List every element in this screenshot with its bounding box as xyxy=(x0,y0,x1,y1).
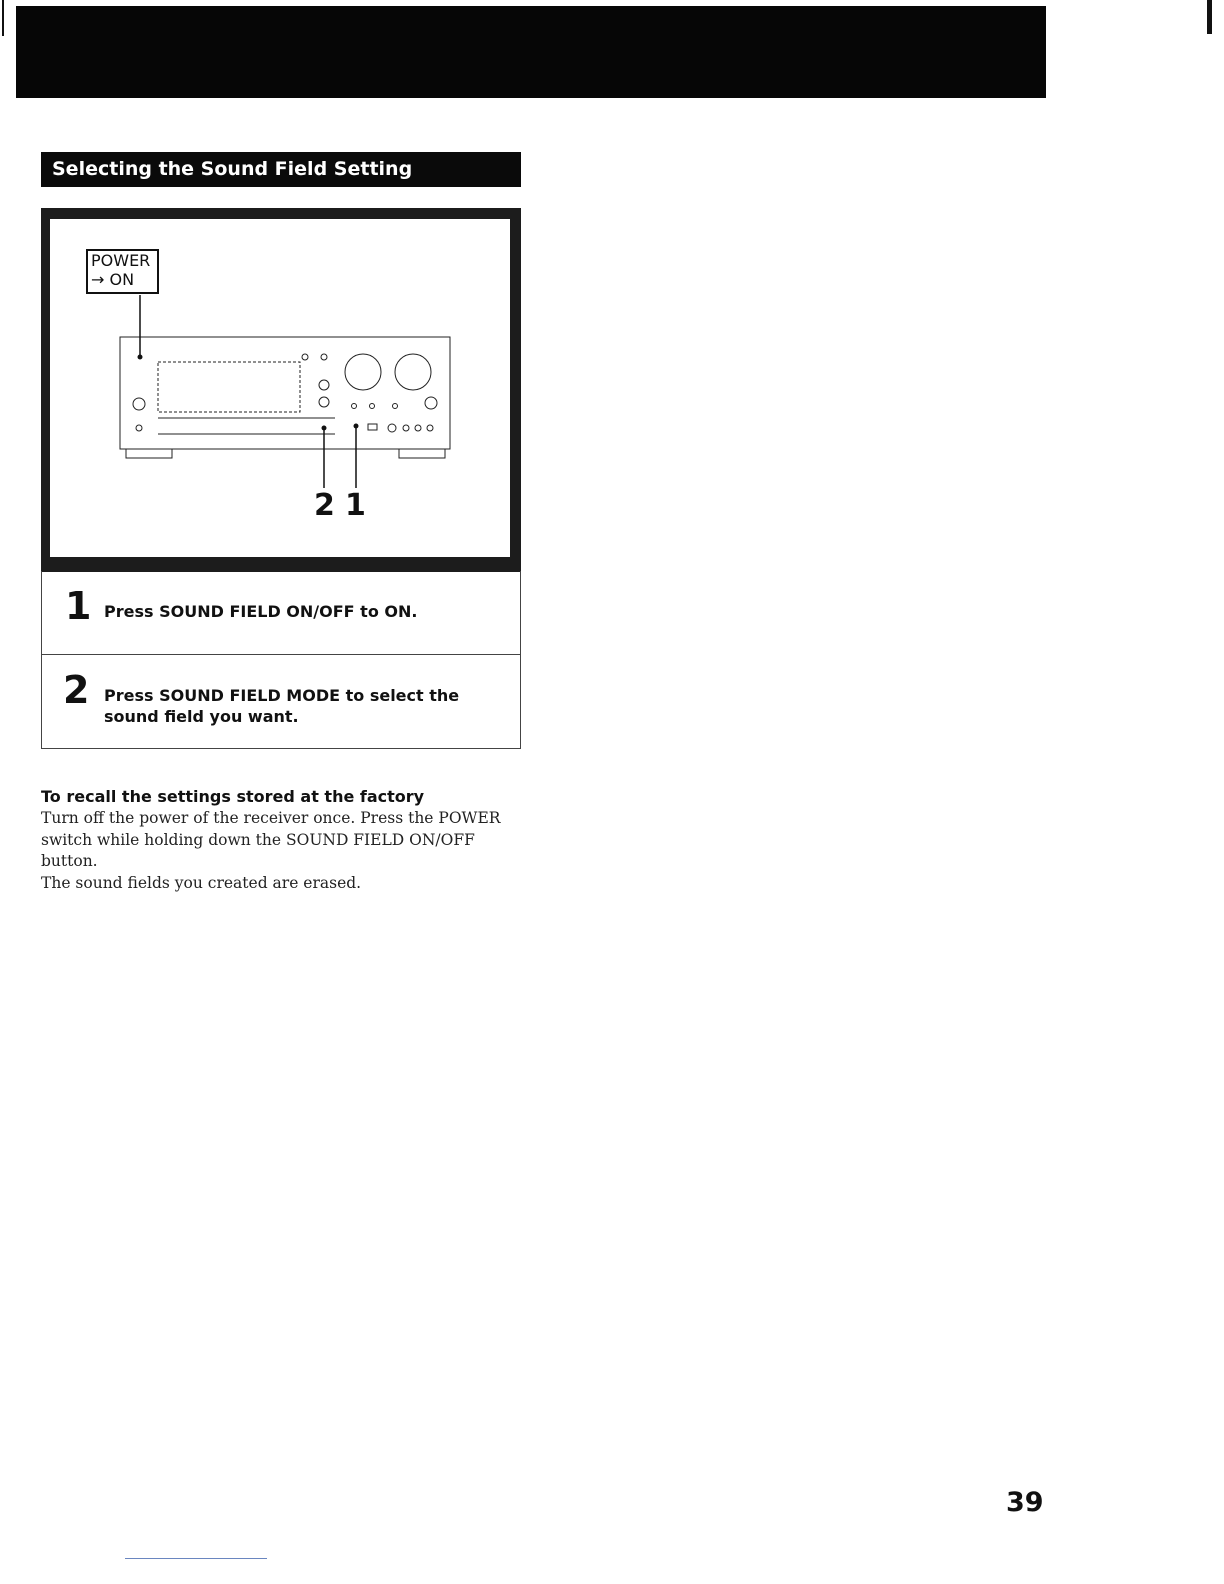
header-bar xyxy=(16,6,1046,98)
steps-table xyxy=(41,571,521,749)
step-1-number: 1 xyxy=(65,584,92,628)
callout-number-2: 2 xyxy=(314,488,335,523)
callout-number-1: 1 xyxy=(345,488,366,523)
step-2-text-line1: Press SOUND FIELD MODE to select the xyxy=(104,686,460,705)
crop-mark-right xyxy=(1207,0,1212,34)
step-1-text: Press SOUND FIELD ON/OFF to ON. xyxy=(104,602,418,621)
power-label-line1: POWER xyxy=(91,251,151,270)
step-2-number: 2 xyxy=(63,668,90,712)
crop-mark-left xyxy=(2,0,4,36)
step-2-text xyxy=(104,685,459,727)
bottom-rule xyxy=(125,1558,267,1559)
recall-body-line: Turn off the power of the receiver once. Press the POWER xyxy=(41,809,501,827)
section-title: Selecting the Sound Field Setting xyxy=(41,152,521,187)
recall-heading: To recall the settings stored at the factory xyxy=(41,787,425,806)
step-2-text-line2: sound field you want. xyxy=(104,707,299,726)
step-divider xyxy=(42,654,520,655)
recall-body-line: The sound fields you created are erased. xyxy=(41,873,362,892)
recall-body xyxy=(41,808,511,894)
recall-body-line: button. xyxy=(41,852,98,870)
page-number: 39 xyxy=(1006,1487,1044,1518)
power-on-label xyxy=(86,249,159,294)
recall-body-line: switch while holding down the SOUND FIELD ON/OFF xyxy=(41,830,475,849)
power-label-line2: → ON xyxy=(91,270,135,289)
